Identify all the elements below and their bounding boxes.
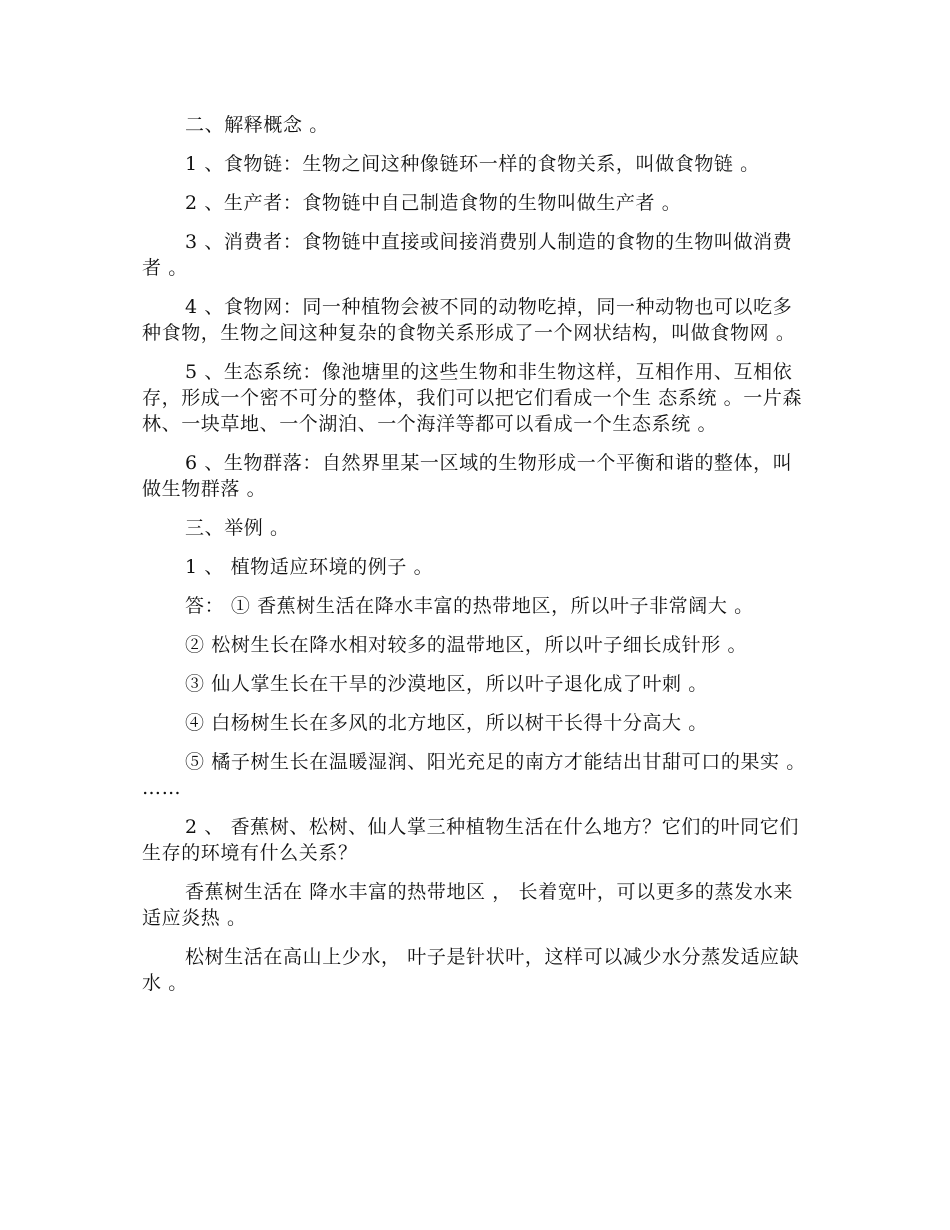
definition-community: 6 、生物群落：自然界里某一区域的生物形成一个平衡和谐的整体，叫做生物群落 。 <box>142 452 793 500</box>
answer-item: ③ 仙人掌生长在干旱的沙漠地区，所以叶子退化成了叶刺 。 <box>185 673 708 695</box>
question-heading: 2 、 香蕉树、松树、仙人掌三种植物生活在什么地方？它们的叶同它们生存的环境有什么关系？ <box>142 816 799 864</box>
answer-paragraph: 松树生活在高山上少水， 叶子是针状叶，这样可以减少水分蒸发适应缺水 。 <box>142 946 800 994</box>
definition-food-chain: 1 、食物链：生物之间这种像链环一样的食物关系，叫做食物链 。 <box>185 153 760 175</box>
question-heading: 1 、 植物适应环境的例子 。 <box>185 556 434 578</box>
answer-item: ② 松树生长在降水相对较多的温带地区，所以叶子细长成针形 。 <box>185 634 748 656</box>
answer-item: 答： ① 香蕉树生活在降水丰富的热带地区，所以叶子非常阔大 。 <box>185 595 754 617</box>
section-heading: 三、举例 。 <box>185 517 290 539</box>
definition-ecosystem: 5 、生态系统：像池塘里的这些生物和非生物这样，互相作用、互相依存，形成一个密不可分的整体，我们可以把它们看成一个生 态系统 。一片森林、一块草地、一个湖泊、一个海洋等都可以看成一个生态系统 。 <box>142 361 803 435</box>
answer-paragraph: 香蕉树生活在 降水丰富的热带地区 ， 长着宽叶，可以更多的蒸发水来适应炎热 。 <box>142 881 793 929</box>
definition-producer: 2 、生产者：食物链中自己制造食物的生物叫做生产者 。 <box>185 192 682 214</box>
section-heading: 二、解释概念 。 <box>185 114 329 136</box>
answer-item: ④ 白杨树生长在多风的北方地区，所以树干长得十分高大 。 <box>185 712 708 734</box>
answer-item: ⑤ 橘子树生长在温暖湿润、阳光充足的南方才能结出甘甜可口的果实 。 …… <box>142 751 806 799</box>
definition-consumer: 3 、消费者：食物链中直接或间接消费别人制造的食物的生物叫做消费者 。 <box>142 231 793 279</box>
document-body <box>142 112 807 1009</box>
definition-food-web: 4 、食物网：同一种植物会被不同的动物吃掉，同一种动物也可以吃多种食物，生物之间这种复杂的食物关系形成了一个网状结构，叫做食物网 。 <box>142 296 796 344</box>
